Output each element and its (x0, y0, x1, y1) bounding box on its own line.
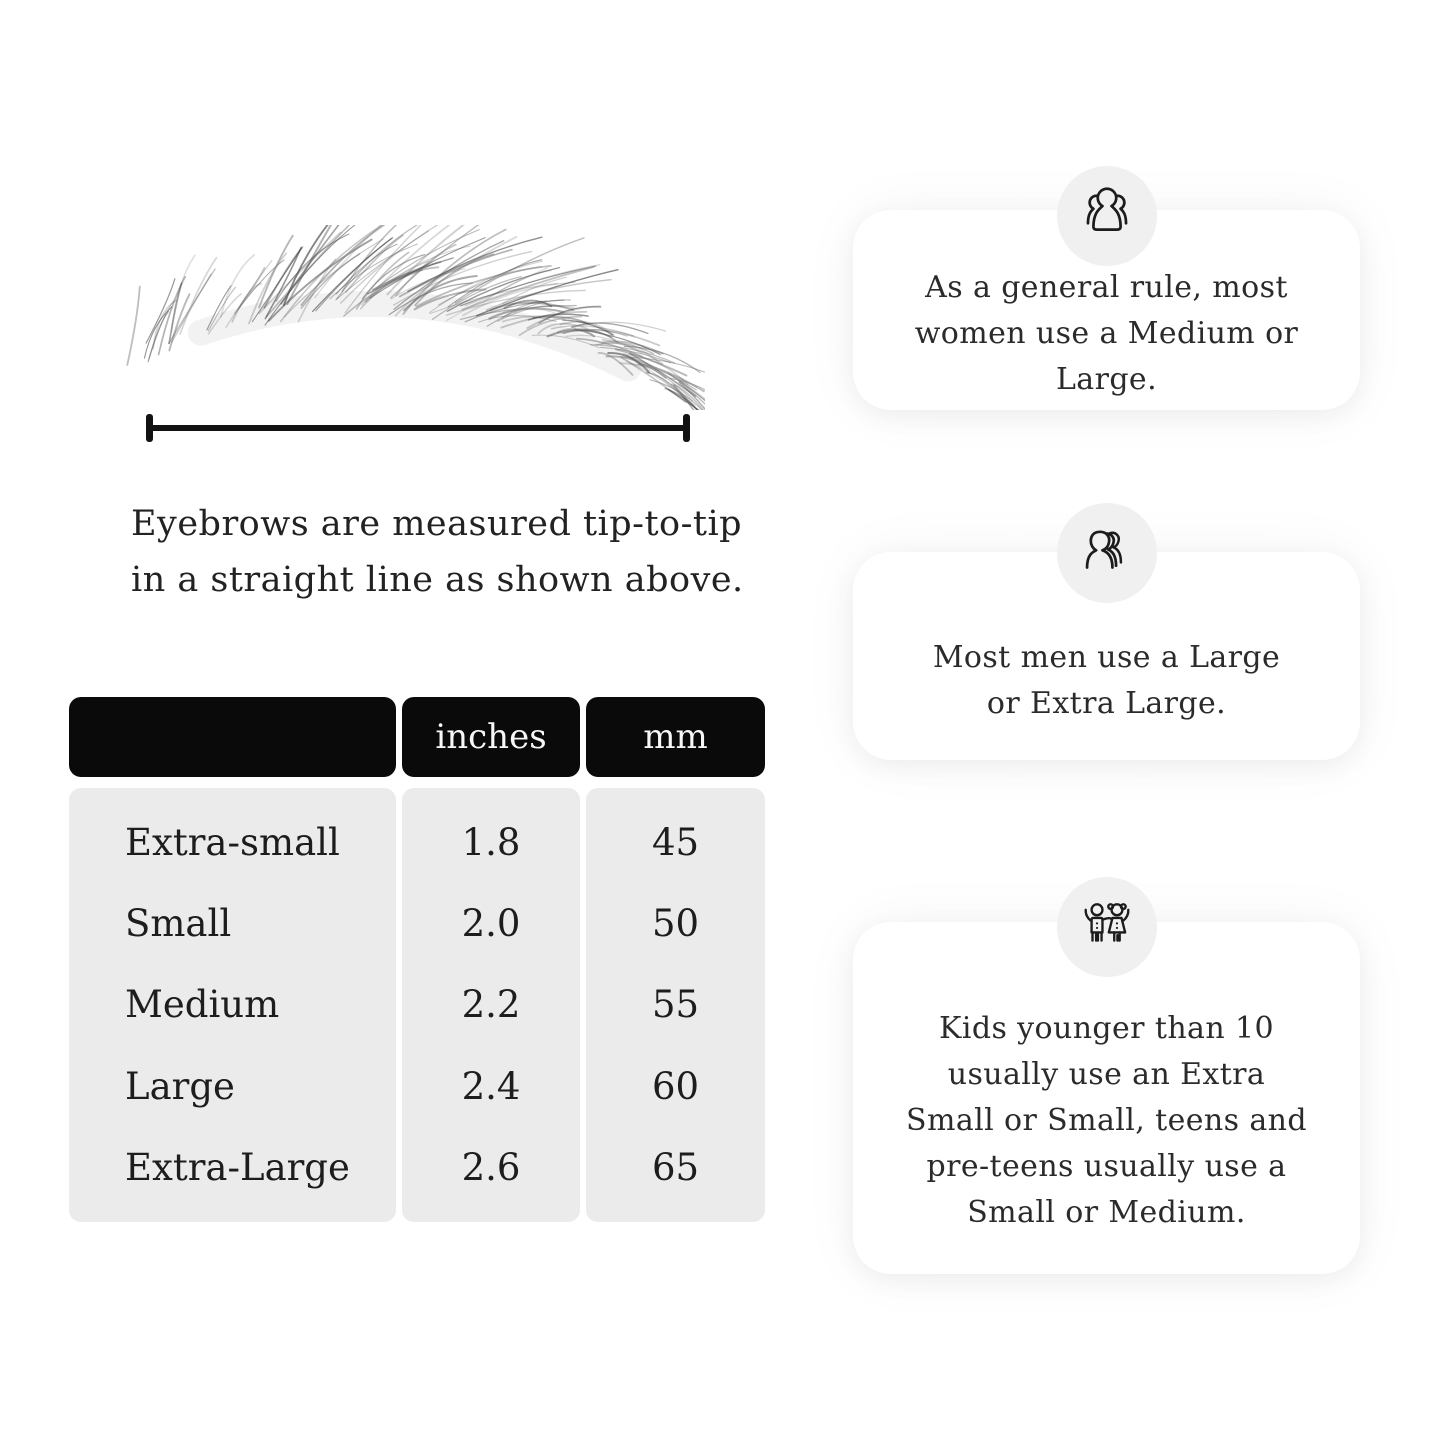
table-row-label: Medium (125, 983, 280, 1027)
card-women-text: As a general rule, most women use a Medium or Large. (914, 270, 1299, 397)
badge-kids (1057, 877, 1157, 977)
table-header-inches: inches (402, 697, 580, 777)
table-row-label: Extra-Large (125, 1145, 350, 1189)
card-kids-text: Kids younger than 10 usually use an Extra Small or Small, teens and pre-teens usually use a Small or Medium. (906, 1011, 1307, 1230)
table-cell-inches: 2.0 (461, 902, 521, 946)
table-cell-inches: 2.6 (461, 1145, 521, 1189)
table-row-label: Extra-small (125, 821, 340, 865)
badge-women (1057, 166, 1157, 266)
badge-men (1057, 503, 1157, 603)
eyebrow-sketch (105, 225, 705, 410)
table-header-mm: mm (586, 697, 765, 777)
measurement-line (146, 414, 690, 442)
table-header-blank (69, 697, 396, 777)
caption-line-1: Eyebrows are measured tip-to-tip (131, 504, 743, 544)
table-column-inches (402, 788, 580, 1222)
caption-line-2: in a straight line as shown above. (131, 560, 744, 600)
table-cell-mm: 45 (651, 821, 700, 865)
card-men-text: Most men use a Large or Extra Large. (932, 640, 1281, 721)
size-table (69, 697, 765, 1222)
table-cell-inches: 2.4 (461, 1064, 521, 1108)
measure-cap-right (683, 414, 690, 442)
table-row-label: Large (125, 1064, 235, 1108)
table-cell-inches: 2.2 (461, 983, 521, 1027)
women-group-icon (1078, 187, 1136, 245)
table-cell-mm: 55 (651, 983, 700, 1027)
table-cell-mm: 50 (651, 902, 700, 946)
table-cell-mm: 60 (651, 1064, 700, 1108)
table-row-label: Small (125, 902, 232, 946)
measurement-caption (131, 496, 744, 608)
table-cell-inches: 1.8 (461, 821, 521, 865)
table-cell-mm: 65 (651, 1145, 700, 1189)
table-column-sizes (69, 788, 396, 1222)
kids-icon (1078, 898, 1136, 956)
table-column-mm (586, 788, 765, 1222)
men-group-icon (1078, 524, 1136, 582)
measure-bar (148, 425, 688, 431)
